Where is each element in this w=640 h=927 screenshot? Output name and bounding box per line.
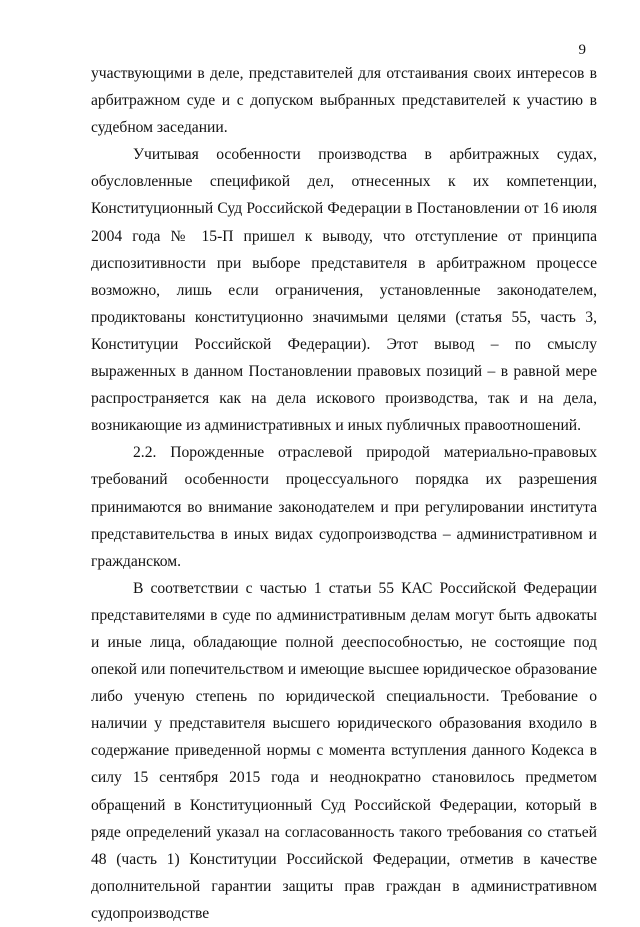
paragraph-continued: участвующими в деле, представителей для отстаивания своих интересов в арбитражном суде и с допуском выбранных представителей к участию в судебном заседании. [91,65,597,137]
paragraph-kas-article-55: В соответствии с частью 1 статьи 55 КАС Российской Федерации представителями в суде по административным делам могут быть адвокаты и иные лица, обладающие полной дееспособностью, не состоящие под опекой или попечительством и имеющие высшее юридическое образование либо ученую степень по юридической специальности. Требование о наличии у представителя высшего юридического образования входило в содержание приведенной нормы с момента вступления данного Кодекса в силу 15 сентября 2015 года и неоднократно становилось предметом обращений в Конституционный Суд Российской Федерации, который в ряде определений указал на согласованность такого требования со статьей 48 (часть 1) Конституции Российской Федерации, отметив в качестве дополнительной гарантии защиты прав граждан в административном судопроизводстве [91,579,597,922]
paragraph-section-2-2: 2.2. Порожденные отраслевой природой материально-правовых требований особенности процессуального порядка их разрешения принимаются во внимание законодателем и при регулировании института представительства в иных видах судопроизводства – административном и гражданском. [91,444,597,570]
paragraph-constitutional-court: Учитывая особенности производства в арбитражных судах, обусловленные спецификой дел, отнесенных к их компетенции, Конституционный Суд Российской Федерации в Постановлении от 16 июля 2004 года № 15-П пришел к выводу, что отступление от принципа диспозитивности при выборе представителя в арбитражном процессе возможно, лишь если ограничения, установленные законодателем, продиктованы конституционно значимыми целями (статья 55, часть 3, Конституции Российской Федерации). Этот вывод – по смыслу выраженных в данном Постановлении правовых позиций – в равной мере распространяется как на дела искового производства, так и на дела, возникающие из административных и иных публичных правоотношений. [91,146,597,435]
page-number: 9 [578,42,586,58]
document-body [91,60,597,927]
